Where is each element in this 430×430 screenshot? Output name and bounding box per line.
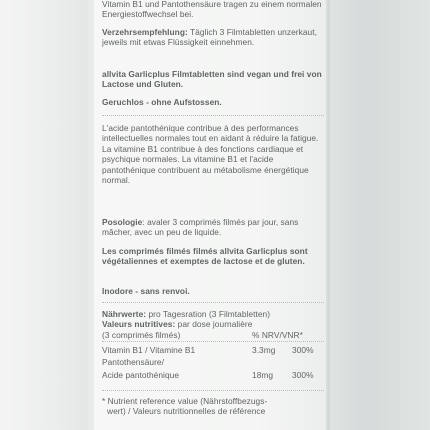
background-left bbox=[0, 0, 88, 430]
de-dosage-label: Verzehrsempfehlung: bbox=[102, 27, 188, 37]
fr-dosage bbox=[102, 217, 324, 238]
nutrition-fr-label: Valeurs nutritives: bbox=[102, 319, 176, 330]
nutrition-header bbox=[102, 309, 324, 340]
nutrition-fr-sub: (3 comprimés filmés) bbox=[102, 329, 181, 340]
fr-dosage-text: : avaler 3 comprimés filmés par jour, sans mâcher, avec un peu de liquide. bbox=[102, 217, 299, 238]
package-side-panel bbox=[330, 0, 430, 430]
divider bbox=[102, 115, 324, 116]
nutrient-amount: 3.3mg bbox=[252, 345, 276, 355]
divider bbox=[102, 390, 324, 391]
divider bbox=[102, 302, 324, 303]
footnote-line: * Nutrient reference value (Nährstoffbezugs- bbox=[102, 396, 268, 406]
package-label bbox=[94, 0, 326, 430]
table-row bbox=[102, 370, 324, 380]
nutrient-name: Vitamin B1 / Vitamine B1 bbox=[102, 345, 196, 355]
table-row bbox=[102, 357, 324, 367]
table-row bbox=[102, 345, 324, 355]
nutrition-de-label: Nährwerte: bbox=[102, 309, 147, 319]
fr-intro: L'acide pantothénique contribue à des performances intellectuelles normales tout en aidant à réduire la fatigue. La vitamine B1 contribue à des fonctions cardiaque et psychique normales. La vitamine B1 et l'acide pantothénique contribuent au métabolisme énergétique normal. bbox=[102, 123, 319, 186]
fr-dosage-label: Posologie bbox=[102, 217, 143, 227]
nutrient-nrv: 300% bbox=[292, 369, 314, 380]
de-vegan: allvita Garlicplus Filmtabletten sind vegan und frei von Lactose und Gluten. bbox=[102, 69, 322, 90]
footnote bbox=[102, 396, 324, 417]
de-dosage-text: Täglich 3 Filmtabletten unzerkaut, jeweils mit etwas Flüssigkeit einnehmen. bbox=[102, 27, 317, 48]
de-odorless: Geruchlos - ohne Aufstossen. bbox=[102, 97, 222, 107]
nutrient-nrv: 300% bbox=[292, 345, 314, 355]
package-edge bbox=[326, 0, 330, 430]
de-intro: Vitamin B1 und Pantothensäure tragen zu einem normalen Energiestoffwechsel bei. bbox=[102, 0, 322, 20]
nutrition-de-text: pro Tagesration (3 Filmtabletten) bbox=[146, 309, 271, 319]
nutrient-name: Pantothensäure/ bbox=[102, 357, 164, 368]
nutrition-table bbox=[102, 345, 324, 380]
nutrition-col-nrv: % NRV/VNR* bbox=[252, 329, 303, 340]
nutrient-name: Acide pantothénique bbox=[102, 369, 180, 380]
nutrient-amount: 18mg bbox=[252, 369, 274, 380]
footnote-line: wert) / Valeurs nutritionnelles de référence bbox=[107, 406, 266, 417]
divider bbox=[102, 341, 324, 342]
de-dosage bbox=[102, 27, 324, 48]
fr-vegan: Les comprimés filmés filmés allvita Garlicplus sont végétaliennes et exemptes de lactose et de gluten. bbox=[102, 246, 308, 267]
fr-odorless: Inodore - sans renvoi. bbox=[102, 286, 190, 296]
nutrition-fr-text: par dose journalière bbox=[175, 319, 253, 330]
